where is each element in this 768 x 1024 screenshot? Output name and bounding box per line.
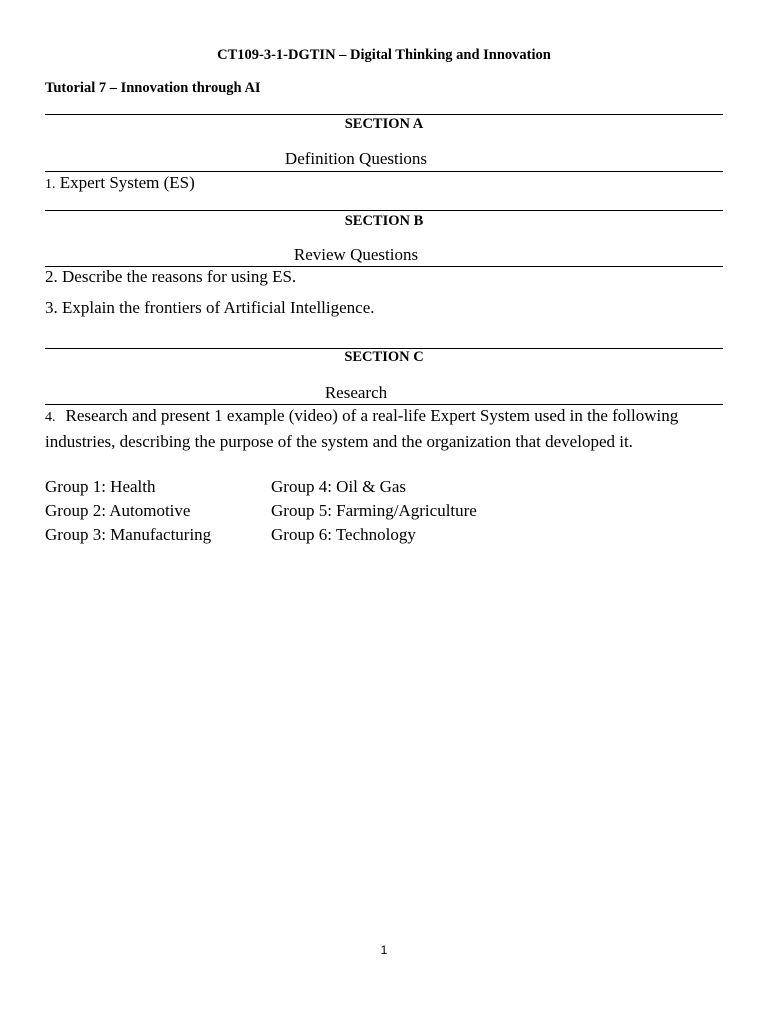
- question-4-text: Research and present 1 example (video) of a real-life Expert System used in the following industries, describing the purpose of the system and the organization that developed it.: [45, 406, 679, 451]
- question-3-number: 3.: [45, 298, 58, 317]
- group-row: [45, 523, 477, 547]
- section-b-heading: SECTION B: [344, 213, 424, 229]
- section-a-top-rule: [45, 114, 723, 115]
- group-4: Group 4: Oil & Gas: [271, 477, 407, 496]
- section-a-bottom-rule: [45, 171, 723, 172]
- question-3: [45, 298, 375, 318]
- question-3-text: Explain the frontiers of Artificial Intelligence.: [62, 298, 375, 317]
- group-row: [45, 499, 477, 523]
- course-title: CT109-3-1-DGTIN – Digital Thinking and Innovation: [217, 47, 551, 63]
- page-number: 1: [380, 943, 388, 957]
- section-a-subheading: Definition Questions: [284, 149, 428, 168]
- question-1: [45, 173, 195, 193]
- group-row: [45, 475, 477, 499]
- group-3: Group 3: Manufacturing: [45, 525, 212, 544]
- question-1-number: 1.: [45, 177, 56, 192]
- question-1-text: Expert System (ES): [59, 173, 195, 192]
- section-c-heading: SECTION C: [344, 349, 424, 365]
- section-b-top-rule: [45, 210, 723, 211]
- group-list: [45, 475, 477, 547]
- section-c-subheading: Research: [324, 383, 388, 402]
- tutorial-title: Tutorial 7 – Innovation through AI: [45, 80, 261, 96]
- group-6: Group 6: Technology: [271, 525, 416, 544]
- question-2-number: 2.: [45, 267, 58, 286]
- section-b-subheading: Review Questions: [293, 245, 419, 264]
- question-2: [45, 267, 296, 287]
- question-4: [45, 404, 725, 454]
- group-5: Group 5: Farming/Agriculture: [271, 501, 477, 520]
- section-a-heading: SECTION A: [344, 116, 424, 132]
- question-2-text: Describe the reasons for using ES.: [62, 267, 297, 286]
- group-1: Group 1: Health: [45, 477, 156, 496]
- group-2: Group 2: Automotive: [45, 501, 191, 520]
- question-4-number: 4.: [45, 410, 56, 425]
